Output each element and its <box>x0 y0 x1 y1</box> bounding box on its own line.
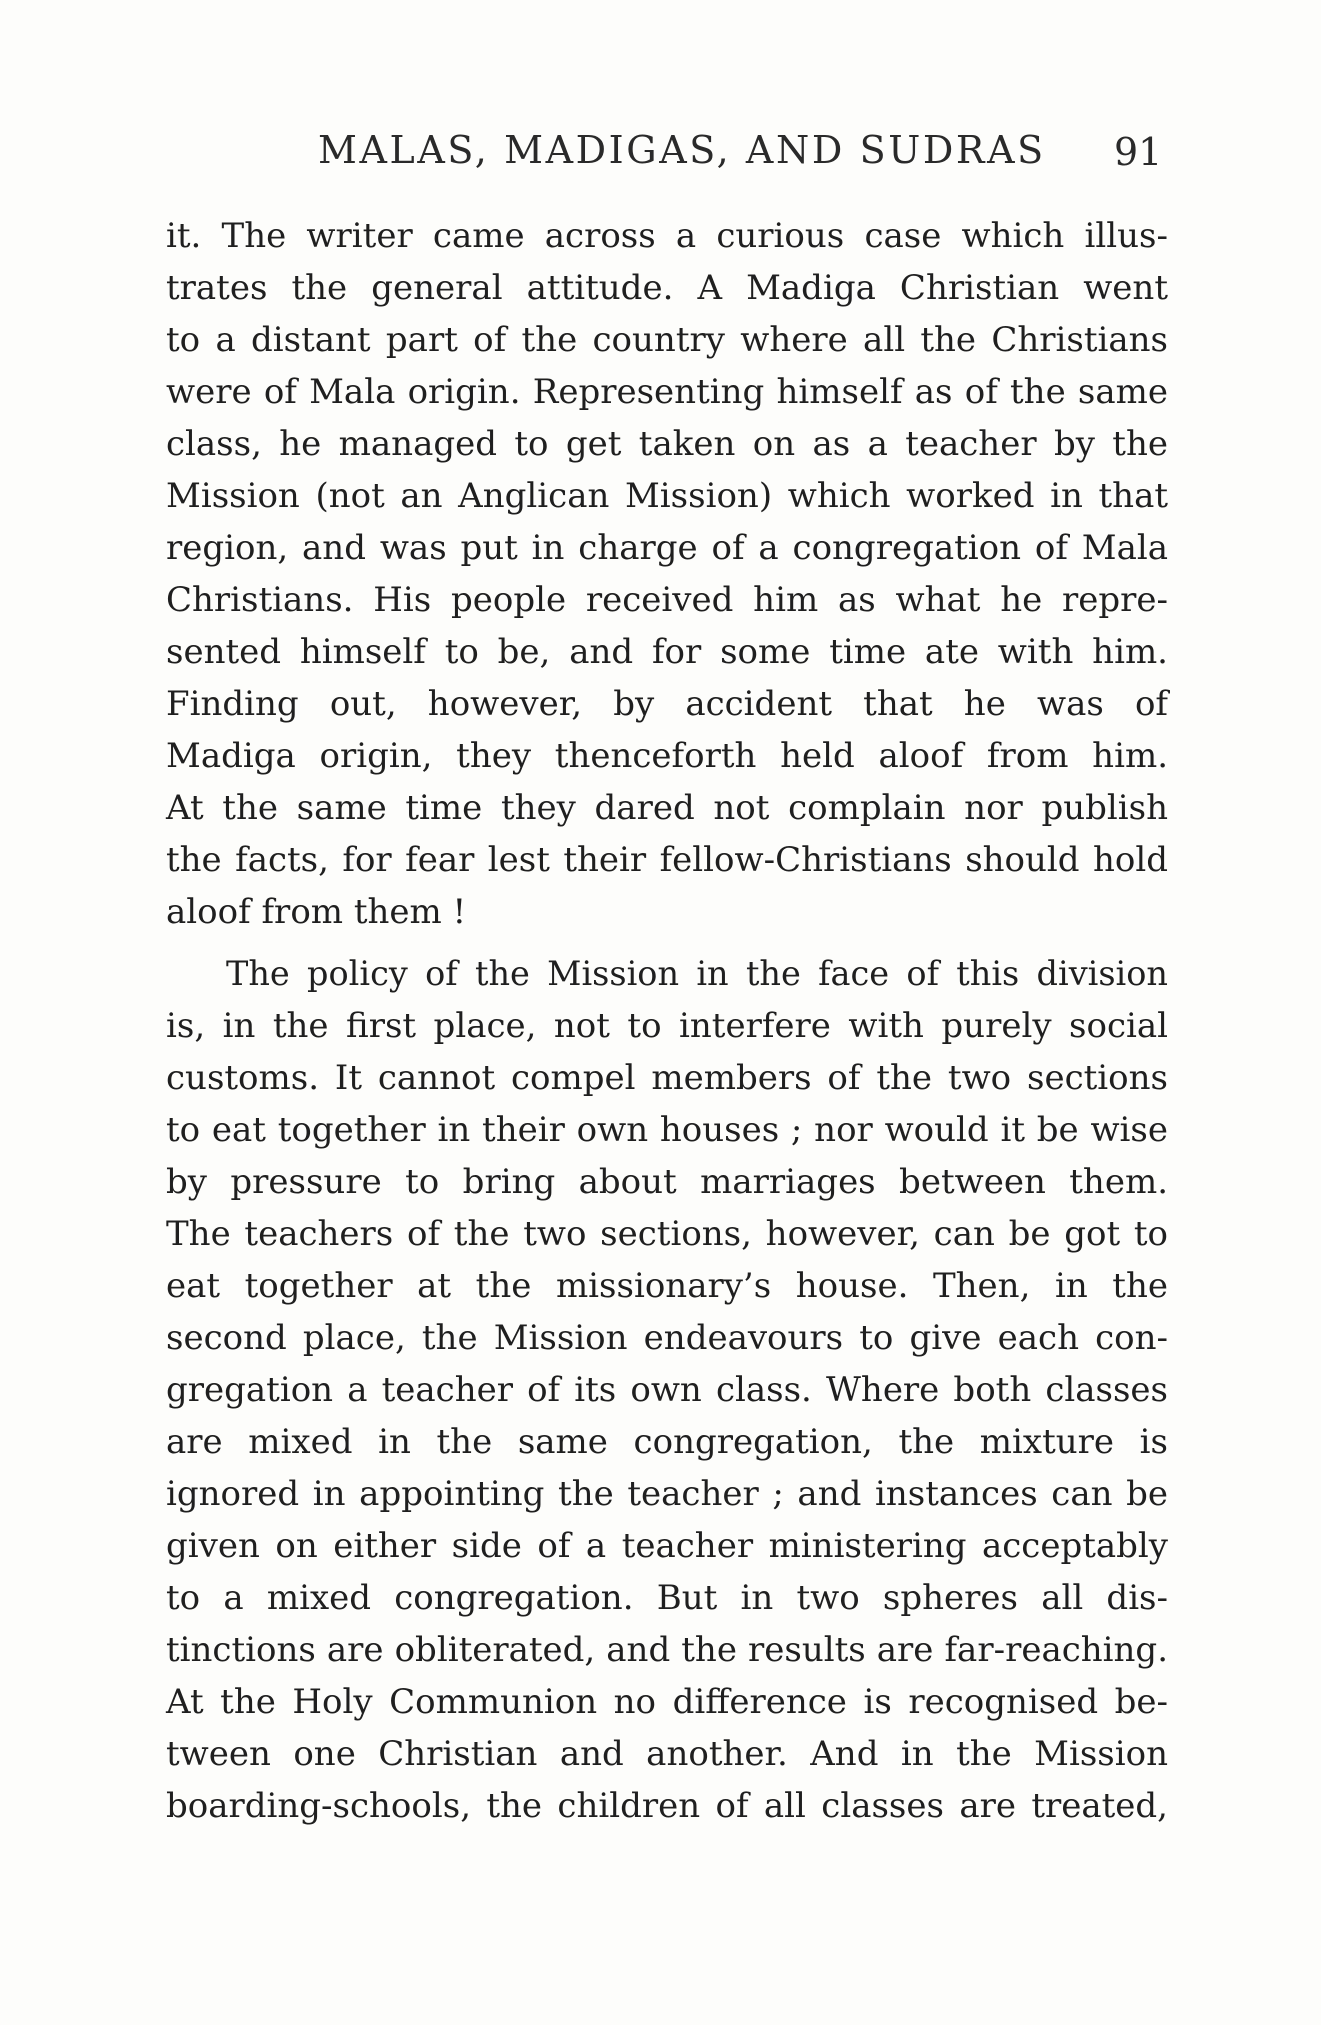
text-line: given on either side of a teacher ministering acceptably <box>166 1526 1168 1566</box>
text-line: were of Mala origin. Representing himself as of the same <box>166 372 1168 412</box>
text-line: region, and was put in charge of a congregation of Mala <box>166 528 1168 568</box>
paragraph <box>166 210 1168 938</box>
text-line: boarding-schools, the children of all classes are treated, <box>166 1786 1168 1826</box>
text-line: is, in the first place, not to interfere with purely social <box>166 1006 1168 1046</box>
text-line: gregation a teacher of its own class. Where both classes <box>166 1370 1168 1410</box>
text-line: aloof from them ! <box>166 892 467 932</box>
text-line: tween one Christian and another. And in the Mission <box>166 1734 1168 1774</box>
paragraph <box>166 948 1168 1832</box>
text-line: it. The writer came across a curious case which illus- <box>166 216 1168 256</box>
text-line: Mission (not an Anglican Mission) which worked in that <box>166 476 1168 516</box>
text-line: by pressure to bring about marriages between them. <box>166 1162 1168 1202</box>
text-line: ignored in appointing the teacher ; and instances can be <box>166 1474 1168 1514</box>
text-line: Madiga origin, they thenceforth held aloof from him. <box>166 736 1168 776</box>
page-number: 91 <box>1114 130 1163 174</box>
text-line: trates the general attitude. A Madiga Christian went <box>166 268 1168 308</box>
text-line: At the Holy Communion no difference is recognised be- <box>166 1682 1168 1722</box>
text-line: tinctions are obliterated, and the results are far-reaching. <box>166 1630 1168 1670</box>
text-line: the facts, for fear lest their fellow-Christians should hold <box>166 840 1168 880</box>
text-line: second place, the Mission endeavours to give each con- <box>166 1318 1168 1358</box>
text-line: to a mixed congregation. But in two spheres all dis- <box>166 1578 1168 1618</box>
running-head-title: MALAS, MADIGAS, AND SUDRAS <box>318 128 1046 172</box>
text-line: The teachers of the two sections, however, can be got to <box>166 1214 1168 1254</box>
paragraph-gap <box>166 938 1168 948</box>
text-line: to eat together in their own houses ; nor would it be wise <box>166 1110 1168 1150</box>
text-line: class, he managed to get taken on as a teacher by the <box>166 424 1168 464</box>
text-line: to a distant part of the country where all the Christians <box>166 320 1168 360</box>
body-text <box>166 210 1168 1832</box>
text-line: The policy of the Mission in the face of this division <box>226 954 1168 993</box>
text-line: Finding out, however, by accident that he was of <box>166 684 1168 724</box>
text-line: are mixed in the same congregation, the mixture is <box>166 1422 1168 1462</box>
text-line: sented himself to be, and for some time ate with him. <box>166 632 1168 672</box>
text-line: customs. It cannot compel members of the two sections <box>166 1058 1168 1098</box>
text-line: At the same time they dared not complain nor publish <box>166 788 1168 828</box>
text-line: eat together at the missionary’s house. Then, in the <box>166 1266 1168 1306</box>
text-line: Christians. His people received him as what he repre- <box>166 580 1168 620</box>
running-head <box>0 128 1321 188</box>
